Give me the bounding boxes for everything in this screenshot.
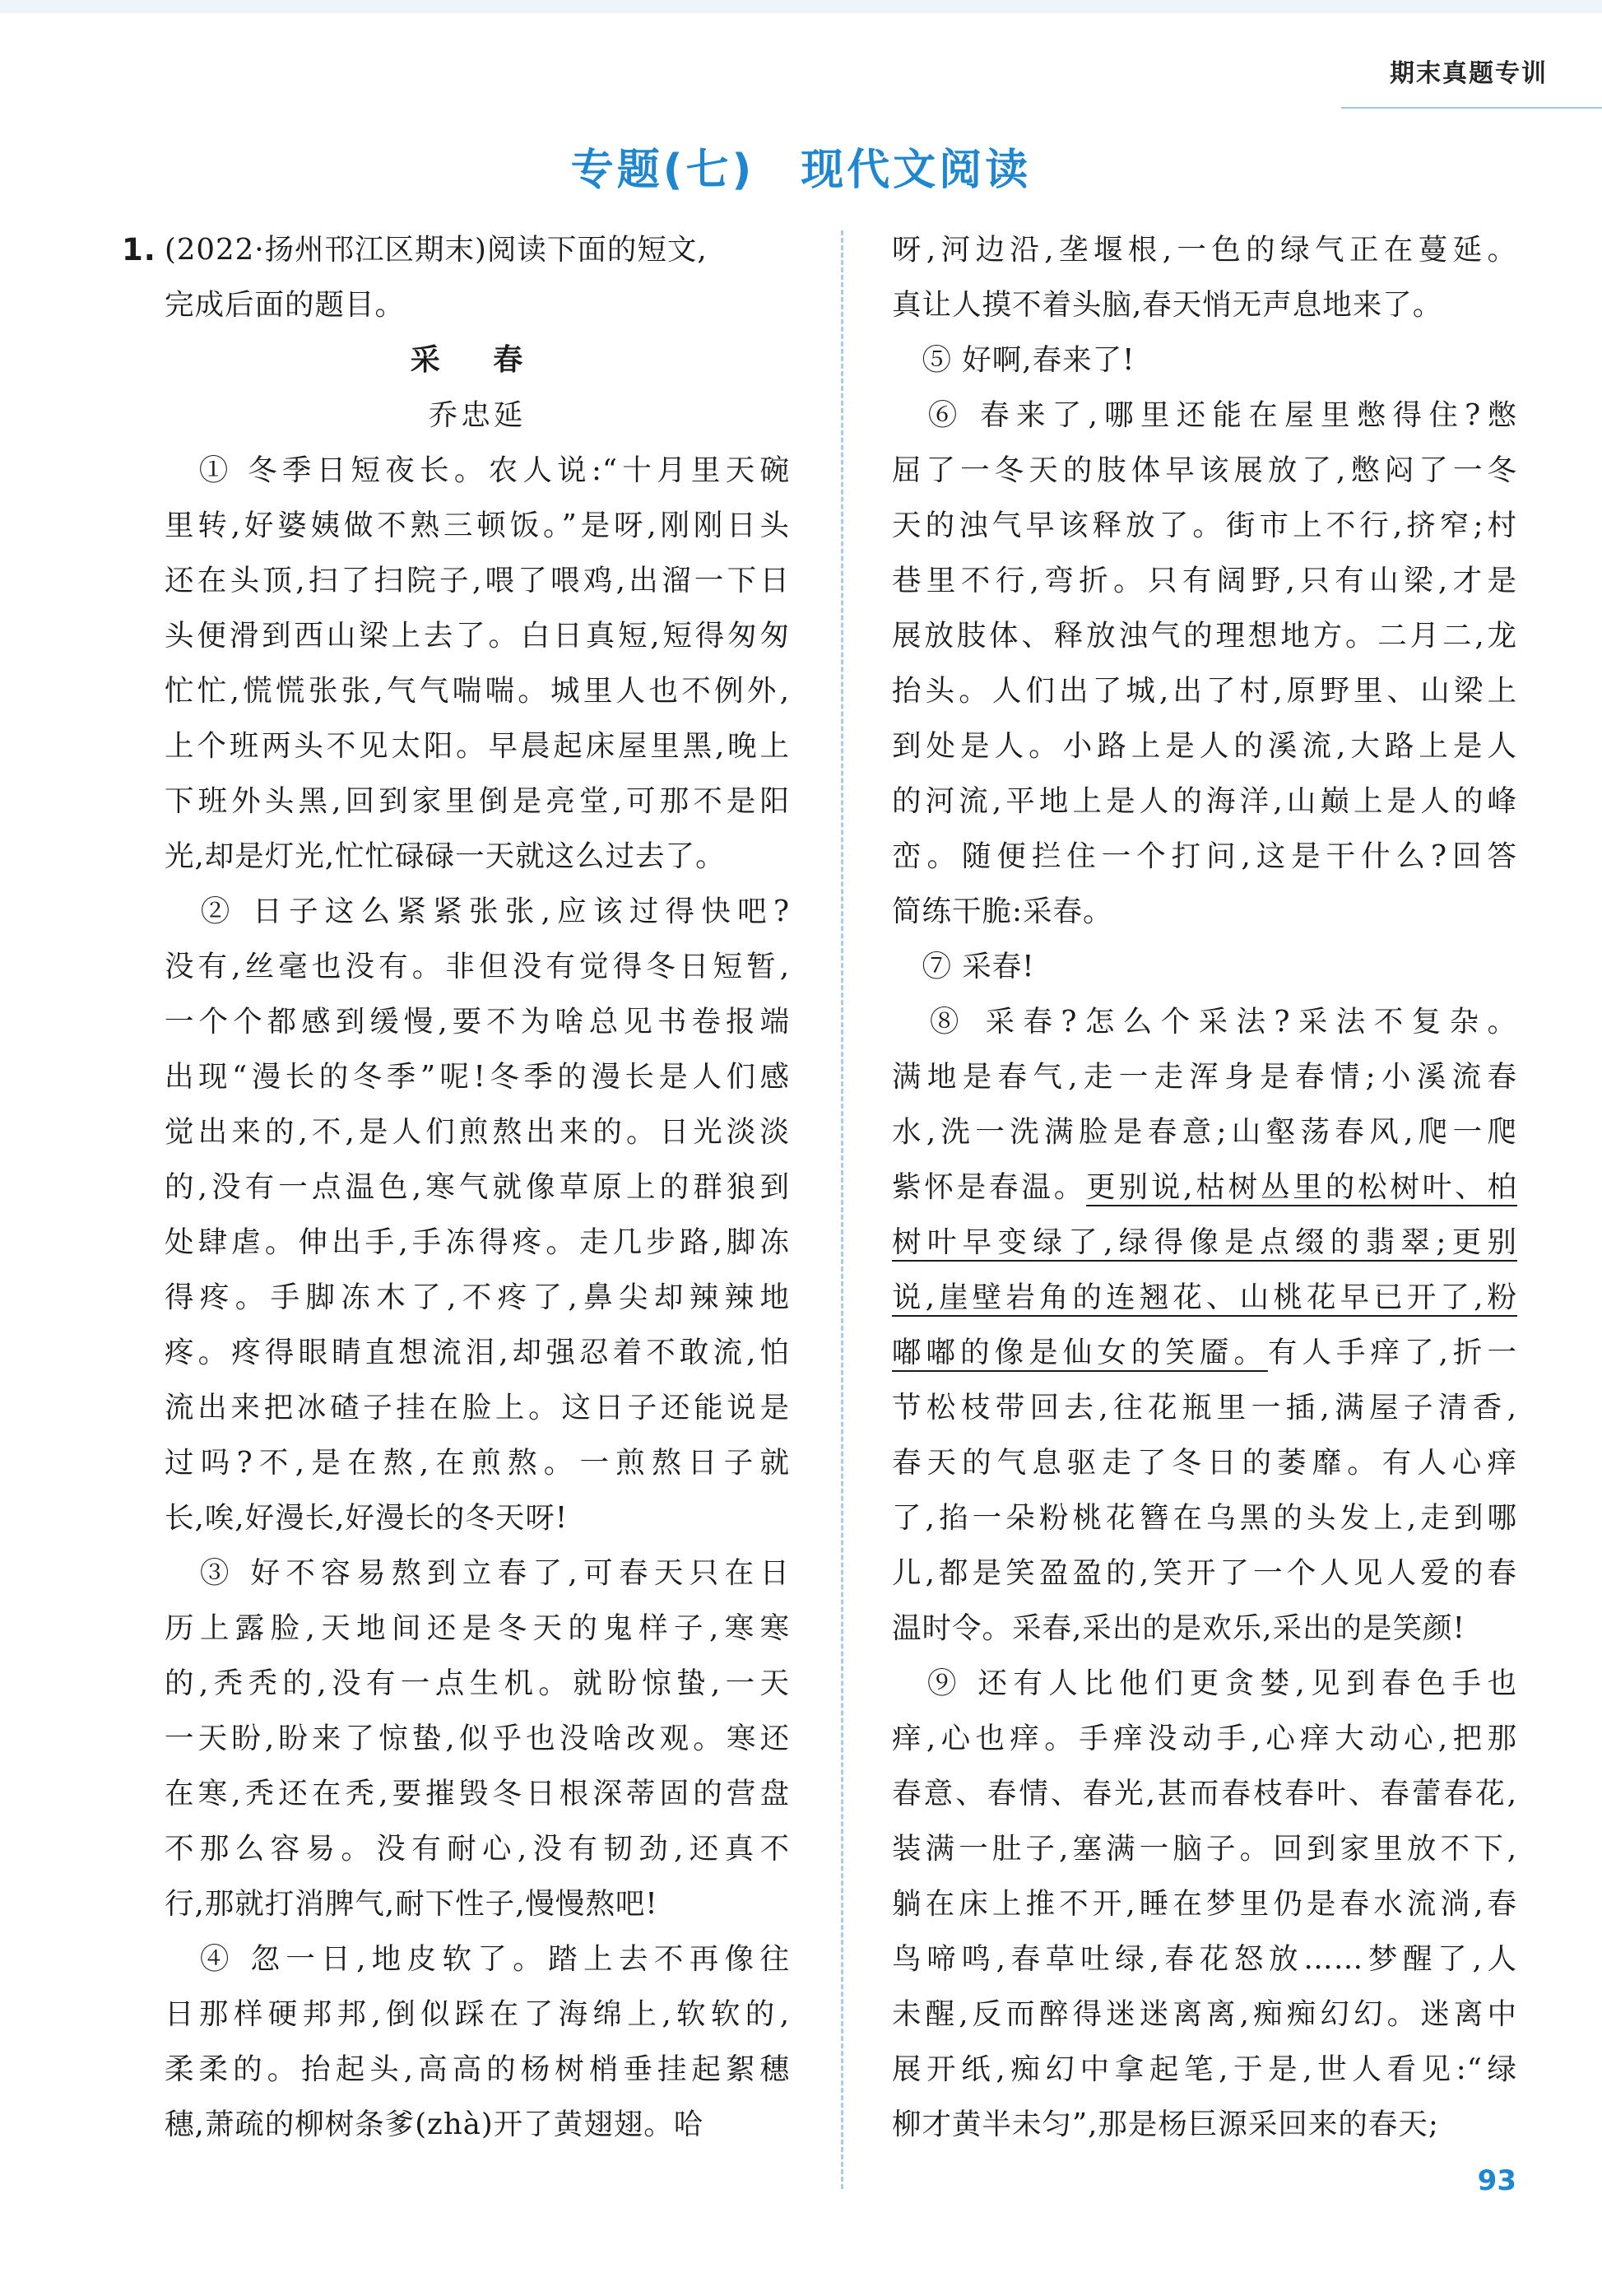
text-line: 处肆虐。伸出手,手冻得疼。走几步路,脚冻 (165, 1225, 790, 1259)
underlined-text: 更别说,枯树丛里的松树叶、柏 (1086, 1170, 1517, 1204)
underlined-text: 树叶早变绿了,绿得像是点缀的翡翠;更别 (892, 1225, 1517, 1259)
text-line: 的,秃秃的,没有一点生机。就盼惊蛰,一天 (165, 1666, 790, 1700)
text-line (892, 1325, 1517, 1380)
text-line: 天的浊气早该释放了。街市上不行,挤窄;村 (892, 509, 1517, 542)
text-line: 水,洗一洗满脸是春意;山壑荡春风,爬一爬 (892, 1115, 1517, 1149)
text-line: 里转,好婆姨做不熟三顿饭。”是呀,刚刚日头 (165, 509, 790, 542)
text-line: 装满一肚子,塞满一脑子。回到家里放不下, (892, 1832, 1517, 1866)
text-line: 没有,丝毫也没有。非但没有觉得冬日短暂, (165, 950, 790, 983)
text-line: 下班外头黑,回到家里倒是亮堂,可那不是阳 (165, 784, 790, 818)
text-line: 光,却是灯光,忙忙碌碌一天就这么过去了。 (165, 839, 726, 873)
text-line: 春天的气息驱走了冬日的萎靡。有人心痒 (892, 1446, 1517, 1480)
text-line: 流出来把冰碴子挂在脸上。这日子还能说是 (165, 1391, 790, 1425)
text-line: 还在头顶,扫了扫院子,喂了喂鸡,出溜一下日 (165, 564, 790, 597)
text-line: 忙忙,慌慌张张,气气喘喘。城里人也不例外, (165, 674, 790, 708)
text-line: ④ 忽一日,地皮软了。踏上去不再像往 (165, 1942, 790, 1976)
text-line: 的河流,平地上是人的海洋,山巅上是人的峰 (892, 784, 1517, 818)
text-line (892, 1160, 1517, 1215)
text-line: 真让人摸不着头脑,春天悄无声息地来了。 (892, 288, 1443, 322)
text-line: 行,那就打消脾气,耐下性子,慢慢熬吧! (165, 1887, 658, 1921)
text-line: ⑤ 好啊,春来了! (892, 343, 1135, 377)
text-line: 到处是人。小路上是人的溪流,大路上是人 (892, 729, 1517, 763)
text-line: 简练干脆:采春。 (892, 895, 1113, 928)
text-line: 历上露脸,天地间还是冬天的鬼样子,寒寒 (165, 1611, 790, 1645)
text-line (892, 1215, 1517, 1270)
left-body (165, 443, 790, 2152)
right-column (892, 222, 1517, 2152)
text-line: 春意、春情、春光,甚而春枝春叶、春蕾春花, (892, 1777, 1517, 1810)
text-line: ③ 好不容易熬到立春了,可春天只在日 (165, 1556, 790, 1590)
text-line: 日那样硬邦邦,倒似踩在了海绵上,软软的, (165, 1997, 790, 2031)
article-author: 乔忠延 (428, 398, 527, 432)
text-line: 节松枝带回去,往花瓶里一插,满屋子清香, (892, 1391, 1517, 1425)
text-line: 痒,心也痒。手痒没动手,心痒大动心,把那 (892, 1722, 1517, 1755)
text-line: 觉出来的,不,是人们煎熬出来的。日光淡淡 (165, 1115, 790, 1149)
text-line: 展放肢体、释放浊气的理想地方。二月二,龙 (892, 619, 1517, 653)
underlined-text: 嘟嘟的像是仙女的笑靥。 (892, 1336, 1268, 1369)
page-title: 专题(七) 现代文阅读 (570, 146, 1032, 195)
article-title: 采 春 (410, 343, 545, 377)
text-line: 展开纸,痴幻中拿起笔,于是,世人看见:“绿 (892, 2052, 1517, 2086)
question-intro: 1. (2022·扬州邗江区期末)阅读下面的短文, (165, 222, 790, 277)
text-line: 一个个都感到缓慢,要不为啥总见书卷报端 (165, 1005, 790, 1039)
question-intro-line: 完成后面的题目。 (165, 288, 406, 322)
text-line: 疼。疼得眼睛直想流泪,却强忍着不敢流,怕 (165, 1336, 790, 1369)
text-line: 不那么容易。没有耐心,没有韧劲,还真不 (165, 1832, 790, 1866)
text-line: 鸟啼鸣,春草吐绿,春花怒放……梦醒了,人 (892, 1942, 1517, 1976)
text-line: 在寒,秃还在秃,要摧毁冬日根深蒂固的营盘 (165, 1777, 790, 1810)
text-line: ① 冬季日短夜长。农人说:“十月里天碗 (165, 453, 790, 487)
text-line: ⑨ 还有人比他们更贪婪,见到春色手也 (892, 1666, 1517, 1700)
column-divider (841, 230, 843, 2189)
text-line: ② 日子这么紧紧张张,应该过得快吧? (165, 895, 790, 928)
text-line: 上个班两头不见太阳。早晨起床屋里黑,晚上 (165, 729, 790, 763)
underlined-text: 说,崖壁岩角的连翘花、山桃花早已开了,粉 (892, 1280, 1517, 1314)
text-line: 巷里不行,弯折。只有阔野,只有山梁,才是 (892, 564, 1517, 597)
text-line: 柔柔的。抬起头,高高的杨树梢垂挂起絮穗 (165, 2052, 790, 2086)
top-band (0, 0, 1602, 13)
text-line: 穗,萧疏的柳树条爹(zhà)开了黄翅翅。哈 (165, 2108, 704, 2141)
text-line: 屈了一冬天的肢体早该展放了,憋闷了一冬 (892, 453, 1517, 487)
question-intro-line: (2022·扬州邗江区期末)阅读下面的短文, (165, 233, 708, 267)
text-line: 满地是春气,走一走浑身是春情;小溪流春 (892, 1060, 1517, 1094)
text-line: 躺在床上推不开,睡在梦里仍是春水流淌,春 (892, 1887, 1517, 1921)
text-line: 温时令。采春,采出的是欢乐,采出的是笑颜! (892, 1611, 1465, 1645)
text-line: 出现“漫长的冬季”呢!冬季的漫长是人们感 (165, 1060, 790, 1094)
text-line (892, 1270, 1517, 1325)
text-line: 得疼。手脚冻木了,不疼了,鼻尖却辣辣地 (165, 1280, 790, 1314)
text-line: 一天盼,盼来了惊蛰,似乎也没啥改观。寒还 (165, 1722, 790, 1755)
section-tag: 期末真题专训 (1390, 59, 1548, 88)
page-number: 93 (1477, 2164, 1516, 2197)
text-segment: 紫怀是春温。 (892, 1170, 1087, 1204)
text-line: ⑥ 春来了,哪里还能在屋里憋得住?憋 (892, 398, 1517, 432)
text-line: 长,唉,好漫长,好漫长的冬天呀! (165, 1501, 569, 1535)
text-line: ⑦ 采春! (892, 950, 1035, 983)
text-line: 未醒,反而醉得迷迷离离,痴痴幻幻。迷离中 (892, 1997, 1517, 2031)
text-line: 柳才黄半未匀”,那是杨巨源采回来的春天; (892, 2108, 1439, 2141)
text-segment: 有人手痒了,折一 (1267, 1336, 1517, 1369)
text-line: 峦。随便拦住一个打问,这是干什么?回答 (892, 839, 1517, 873)
text-line: 了,掐一朵粉桃花簪在乌黑的头发上,走到哪 (892, 1501, 1517, 1535)
right-body (892, 222, 1517, 2152)
text-line: 过吗?不,是在熬,在煎熬。一煎熬日子就 (165, 1446, 790, 1480)
text-line: 头便滑到西山梁上去了。白日真短,短得匆匆 (165, 619, 790, 653)
text-line: 的,没有一点温色,寒气就像草原上的群狼到 (165, 1170, 790, 1204)
left-column (122, 222, 790, 2152)
header-rule (1341, 107, 1602, 109)
text-line: ⑧ 采春?怎么个采法?采法不复杂。 (892, 1005, 1517, 1039)
text-line: 抬头。人们出了城,出了村,原野里、山梁上 (892, 674, 1517, 708)
text-line: 儿,都是笑盈盈的,笑开了一个人见人爱的春 (892, 1556, 1517, 1590)
text-line: 呀,河边沿,垄堰根,一色的绿气正在蔓延。 (892, 233, 1517, 267)
